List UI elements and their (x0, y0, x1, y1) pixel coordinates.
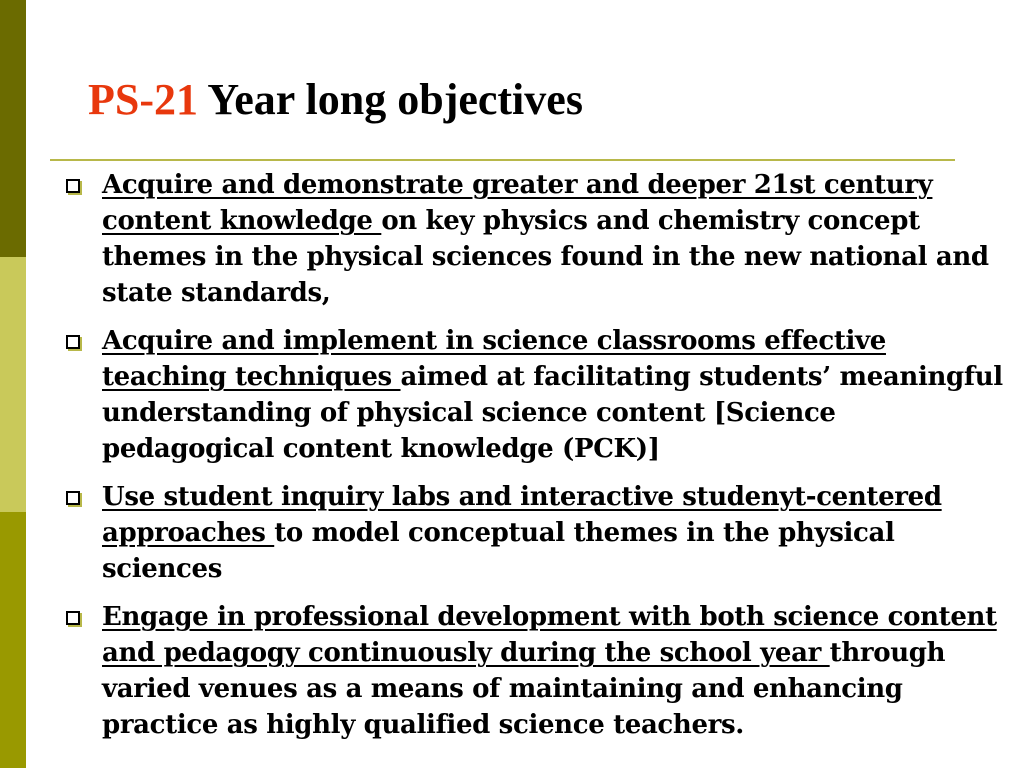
objective-item (66, 167, 1016, 311)
objective-key-phrase: Engage in professional development with both science content and pedagogy continuously during the school year (102, 602, 997, 668)
objective-key-phrase: Use student inquiry labs and interactive studenyt-centered approaches (102, 482, 942, 548)
slide-title-accent: PS-21 (88, 75, 198, 124)
hollow-square-bullet-icon (66, 179, 80, 193)
objective-item (66, 323, 1016, 467)
hollow-square-bullet-icon (66, 491, 80, 505)
objective-text: to model conceptual themes in the physical sciences (102, 518, 895, 584)
hollow-square-bullet-icon (66, 611, 80, 625)
side-bar-light (0, 257, 26, 512)
hollow-square-bullet-icon (66, 335, 80, 349)
slide-title (88, 74, 583, 126)
objective-key-phrase: Acquire and demonstrate greater and deeper 21st century content knowledge (102, 170, 933, 236)
side-bar-mid (0, 512, 26, 768)
objectives-list (66, 167, 1016, 755)
objective-item (66, 599, 1016, 743)
objective-text: on key physics and chemistry concept themes in the physical sciences found in the new national and state standards, (102, 206, 989, 308)
title-divider (50, 159, 955, 161)
side-bar-dark (0, 0, 26, 257)
slide-title-rest: Year long objectives (198, 75, 583, 124)
objective-key-phrase: Acquire and implement in science classrooms effective teaching techniques (102, 326, 886, 392)
objective-item (66, 479, 1016, 587)
objective-text: aimed at facilitating students’ meaningful understanding of physical science content [Science pedagogical content knowledge (PCK)] (102, 362, 1003, 464)
objective-text: through varied venues as a means of maintaining and enhancing practice as highly qualified science teachers. (102, 638, 946, 740)
